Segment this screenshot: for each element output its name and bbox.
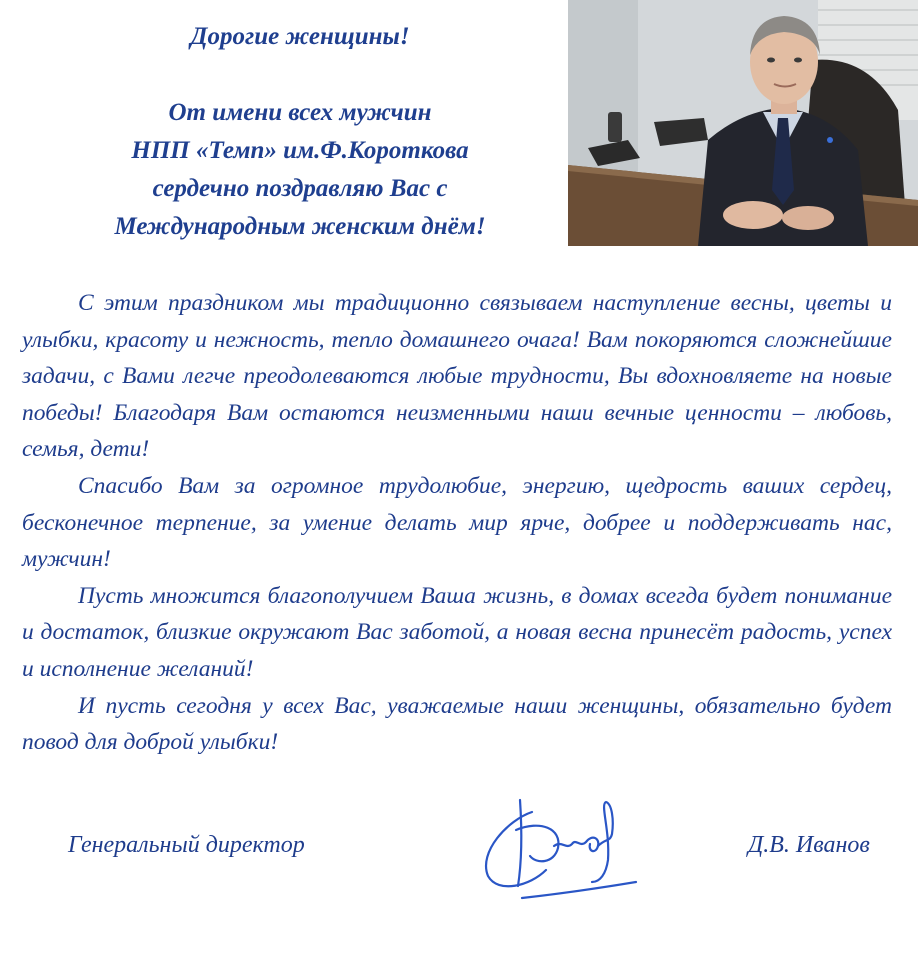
header-line: сердечно поздравляю Вас с [152,175,448,202]
greeting-title: Дорогие женщины! [190,23,410,50]
signatory-title: Генеральный директор [68,832,305,858]
header-line: НПП «Темп» им.Ф.Короткова [131,137,469,164]
header-block [40,18,560,246]
portrait-illustration [568,0,918,246]
signature-row [0,790,918,910]
handwritten-signature [460,790,650,900]
header-line: От имени всех мужчин [168,99,432,126]
paragraph: Спасибо Вам за огромное трудолюбие, энергию, щедрость ваших сердец, бесконечное терпение, за умение делать мир ярче, добрее и поддерживать нас, мужчин! [22,472,892,573]
paragraph: Пусть множится благополучием Ваша жизнь, в домах всегда будет понимание и достаток, близкие окружают Вас заботой, а новая весна принесёт радость, успех и исполнение желаний! [22,582,892,682]
letter-body [22,285,892,761]
director-photo [568,0,918,246]
header-line: Международным женским днём! [114,213,486,240]
paragraph: И пусть сегодня у всех Вас, уважаемые наши женщины, обязательно будет повод для доброй улыбки! [22,692,892,756]
signatory-name: Д.В. Иванов [748,832,870,858]
paragraph: С этим праздником мы традиционно связываем наступление весны, цветы и улыбки, красоту и нежность, тепло домашнего очага! Вам покоряются сложнейшие задачи, с Вами легче преодолеваются любые трудности, Вы вдохновляете на новые победы! Благодаря Вам остаются неизменными наши вечные ценности – любовь, семья, дети! [22,290,892,463]
